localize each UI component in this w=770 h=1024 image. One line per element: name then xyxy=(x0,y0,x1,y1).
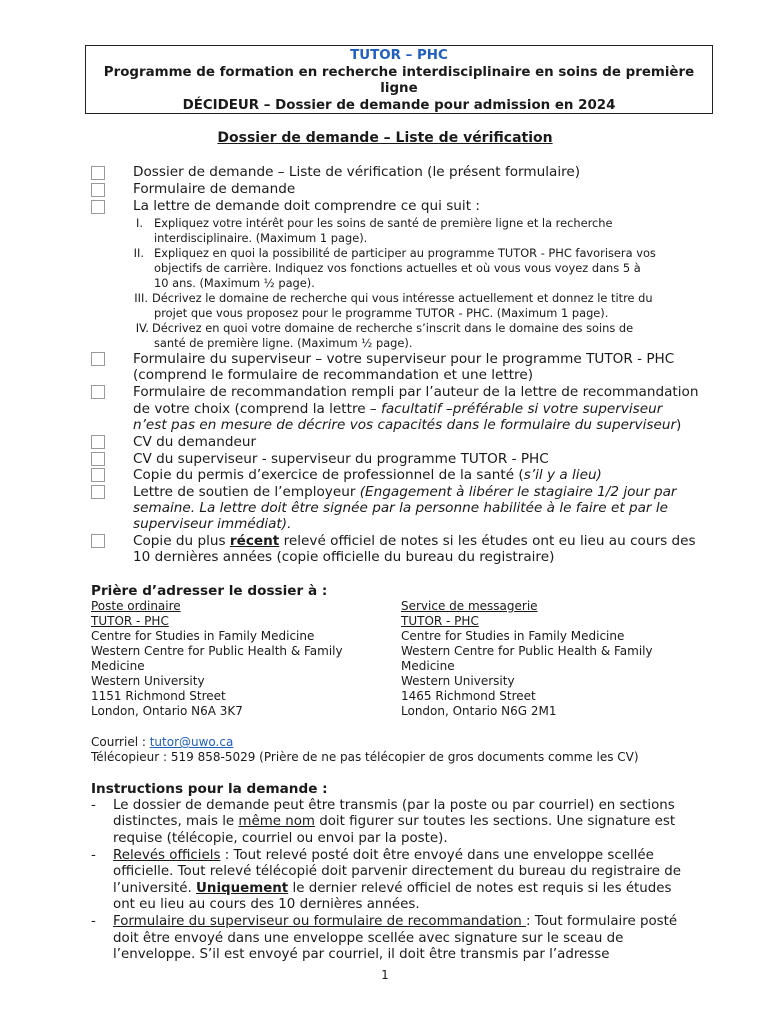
bullet-dash-2: - xyxy=(91,848,96,863)
header-box xyxy=(85,45,713,114)
checklist-item-6: CV du demandeur xyxy=(133,434,257,450)
checklist-item-5-line-2 xyxy=(133,401,662,418)
instructions-heading: Instructions pour la demande : xyxy=(91,781,328,797)
address-right-line-4: Medicine xyxy=(401,659,455,673)
address-heading: Prière d’adresser le dossier à : xyxy=(91,583,328,599)
item-5-text: de votre choix (comprend la lettre – xyxy=(133,401,382,417)
checklist-item-1: Dossier de demande – Liste de vérification (le présent formulaire) xyxy=(133,164,581,180)
sub-number-3: III. xyxy=(134,291,148,305)
email-label: Courriel : xyxy=(91,735,150,749)
checkbox-item-3[interactable] xyxy=(91,200,105,214)
instruction-1-line-1: Le dossier de demande peut être transmis (par la poste ou par courriel) en sections xyxy=(113,798,675,813)
checklist-item-4-line-2: (comprend le formulaire de recommandation et une lettre) xyxy=(133,367,534,383)
instruction-2-line-2: officielle. Tout relevé télécopié doit parvenir directement du bureau du registraire de xyxy=(113,864,681,879)
address-right-line-2: Centre for Studies in Family Medicine xyxy=(401,629,625,643)
instr-1-same-name: même nom xyxy=(238,814,315,829)
checkbox-item-8[interactable] xyxy=(91,468,105,482)
instruction-2-line-4: ont eu lieu au cours des 10 dernières années. xyxy=(113,897,420,912)
address-left-line-2: Centre for Studies in Family Medicine xyxy=(91,629,315,643)
address-left-title: Poste ordinaire xyxy=(91,599,181,613)
header-line-3: DÉCIDEUR – Dossier de demande pour admission en 2024 xyxy=(182,97,616,113)
checklist-item-9-line-1 xyxy=(133,484,677,501)
fax-line: Télécopieur : 519 858-5029 (Prière de ne pas télécopier de gros documents comme les CV) xyxy=(91,750,639,764)
instruction-1-line-3: requise (télécopie, courriel ou envoi par la poste). xyxy=(113,831,448,846)
item-10-pre: Copie du plus xyxy=(133,533,230,549)
address-left-line-3: Western Centre for Public Health & Family xyxy=(91,644,343,658)
sub-item-2-line-3: 10 ans. (Maximum ½ page). xyxy=(154,276,315,290)
address-right-line-5: Western University xyxy=(401,674,515,688)
instruction-2-line-1 xyxy=(113,848,654,865)
sub-number-1: I. xyxy=(136,216,143,230)
address-left-line-5: Western University xyxy=(91,674,205,688)
email-link[interactable]: tutor@uwo.ca xyxy=(149,735,234,749)
checklist-item-9-line-2 xyxy=(133,500,668,517)
item-8-text: Copie du permis d’exercice de professionnel de la santé ( xyxy=(133,467,524,483)
checkbox-item-4[interactable] xyxy=(91,352,105,366)
item-5-note-cont: n’est pas en mesure de décrire vos capacités dans le formulaire du superviseur xyxy=(133,417,677,433)
item-9-note: (Engagement à libérer le stagiaire 1/2 jour par xyxy=(359,484,677,500)
item-9-text: Lettre de soutien de l’employeur xyxy=(133,484,360,500)
instr-1-pre: distinctes, mais le xyxy=(113,814,239,829)
sub-item-3-line-2: projet que vous proposez pour le programme TUTOR - PHC. (Maximum 1 page). xyxy=(154,306,609,320)
item-10-post: relevé officiel de notes si les études ont eu lieu au cours des xyxy=(279,533,696,549)
checkbox-item-9[interactable] xyxy=(91,485,105,499)
checkbox-item-7[interactable] xyxy=(91,452,105,466)
checklist-item-4-line-1: Formulaire du superviseur – votre superviseur pour le programme TUTOR - PHC xyxy=(133,351,675,367)
instr-2-post2: le dernier relevé officiel de notes est requis si les études xyxy=(288,881,672,896)
address-right-line-7: London, Ontario N6G 2M1 xyxy=(401,704,557,718)
item-9-note-2: semaine. La lettre doit être signée par la personne habilitée à le faire et par le xyxy=(133,500,668,516)
sub-item-1-line-2: interdisciplinaire. (Maximum 1 page). xyxy=(154,231,368,245)
sub-item-2-line-2: objectifs de carrière. Indiquez vos fonctions actuelles et où vous vous voyez dans 5 à xyxy=(154,261,641,275)
instr-2-pre: l’université. xyxy=(113,881,197,896)
address-left-line-1: TUTOR - PHC xyxy=(91,614,169,628)
sub-item-1-line-1: Expliquez votre intérêt pour les soins de santé de première ligne et la recherche xyxy=(154,216,613,230)
bullet-dash-3: - xyxy=(91,914,96,929)
instr-3-post: : Tout formulaire posté xyxy=(526,914,678,929)
sub-item-3-line-1: Décrivez le domaine de recherche qui vous intéresse actuellement et donnez le titre du xyxy=(152,291,653,305)
checkbox-item-1[interactable] xyxy=(91,166,105,180)
checklist-item-10-line-2: 10 dernières années (copie officielle du bureau du registraire) xyxy=(133,549,555,565)
item-8-note: s’il y a lieu) xyxy=(523,467,602,483)
instr-3-title: Formulaire du superviseur ou formulaire de recommandation xyxy=(113,914,527,929)
checklist-item-7: CV du superviseur - superviseur du programme TUTOR - PHC xyxy=(133,451,549,467)
checkbox-item-5[interactable] xyxy=(91,385,105,399)
sub-number-2: II. xyxy=(133,246,144,260)
checklist-item-9-line-3 xyxy=(133,516,291,533)
email-line xyxy=(91,735,233,750)
sub-number-4: IV. xyxy=(135,321,149,335)
instruction-3-line-3: l’enveloppe. S’il est envoyé par courriel, il doit être transmis par l’adresse xyxy=(113,947,610,962)
header-line-2: ligne xyxy=(380,81,418,96)
checklist-item-8 xyxy=(133,467,602,484)
bullet-dash-1: - xyxy=(91,798,96,813)
address-right-line-6: 1465 Richmond Street xyxy=(401,689,536,703)
section-title: Dossier de demande – Liste de vérification xyxy=(217,130,553,146)
instr-2-uniquement: Uniquement xyxy=(196,881,289,896)
page-number: 1 xyxy=(381,968,389,982)
instruction-1-line-2 xyxy=(113,814,675,831)
sub-item-2-line-1: Expliquez en quoi la possibilité de participer au programme TUTOR - PHC favorisera vos xyxy=(154,246,656,260)
header-line-1: Programme de formation en recherche interdisciplinaire en soins de première xyxy=(103,64,695,80)
address-left-line-6: 1151 Richmond Street xyxy=(91,689,226,703)
sub-item-4-line-1: Décrivez en quoi votre domaine de recherche s’inscrit dans le domaine des soins de xyxy=(152,321,634,335)
address-right-line-3: Western Centre for Public Health & Family xyxy=(401,644,653,658)
item-5-close: ) xyxy=(676,417,682,433)
checkbox-item-10[interactable] xyxy=(91,534,105,548)
item-5-note: facultatif –préférable si votre superviseur xyxy=(381,401,663,417)
address-right-title: Service de messagerie xyxy=(401,599,538,613)
checklist-item-3: La lettre de demande doit comprendre ce qui suit : xyxy=(133,198,480,214)
checklist-item-5-line-1: Formulaire de recommandation rempli par l’auteur de la lettre de recommandation xyxy=(133,384,699,400)
checkbox-item-6[interactable] xyxy=(91,435,105,449)
instr-2-post: : Tout relevé posté doit être envoyé dans une enveloppe scellée xyxy=(220,848,654,863)
checklist-item-2: Formulaire de demande xyxy=(133,181,296,197)
checkbox-item-2[interactable] xyxy=(91,183,105,197)
address-left-line-4: Medicine xyxy=(91,659,145,673)
checklist-item-10-line-1 xyxy=(133,533,696,550)
instr-2-title: Relevés officiels xyxy=(113,848,221,863)
program-name: TUTOR – PHC xyxy=(350,48,448,63)
instruction-3-line-2: doit être envoyé dans une enveloppe scellée avec signature sur le sceau de xyxy=(113,931,624,946)
instruction-3-line-1 xyxy=(113,914,677,931)
instr-1-post: doit figurer sur toutes les sections. Une signature est xyxy=(314,814,676,829)
instruction-2-line-3 xyxy=(113,881,672,898)
sub-item-4-line-2: santé de première ligne. (Maximum ½ page). xyxy=(154,336,413,350)
address-right-line-1: TUTOR - PHC xyxy=(401,614,479,628)
checklist-item-5-line-3 xyxy=(133,417,681,434)
address-left-line-7: London, Ontario N6A 3K7 xyxy=(91,704,243,718)
item-10-emphasis: récent xyxy=(229,533,280,549)
item-9-note-3: superviseur immédiat). xyxy=(133,516,292,532)
